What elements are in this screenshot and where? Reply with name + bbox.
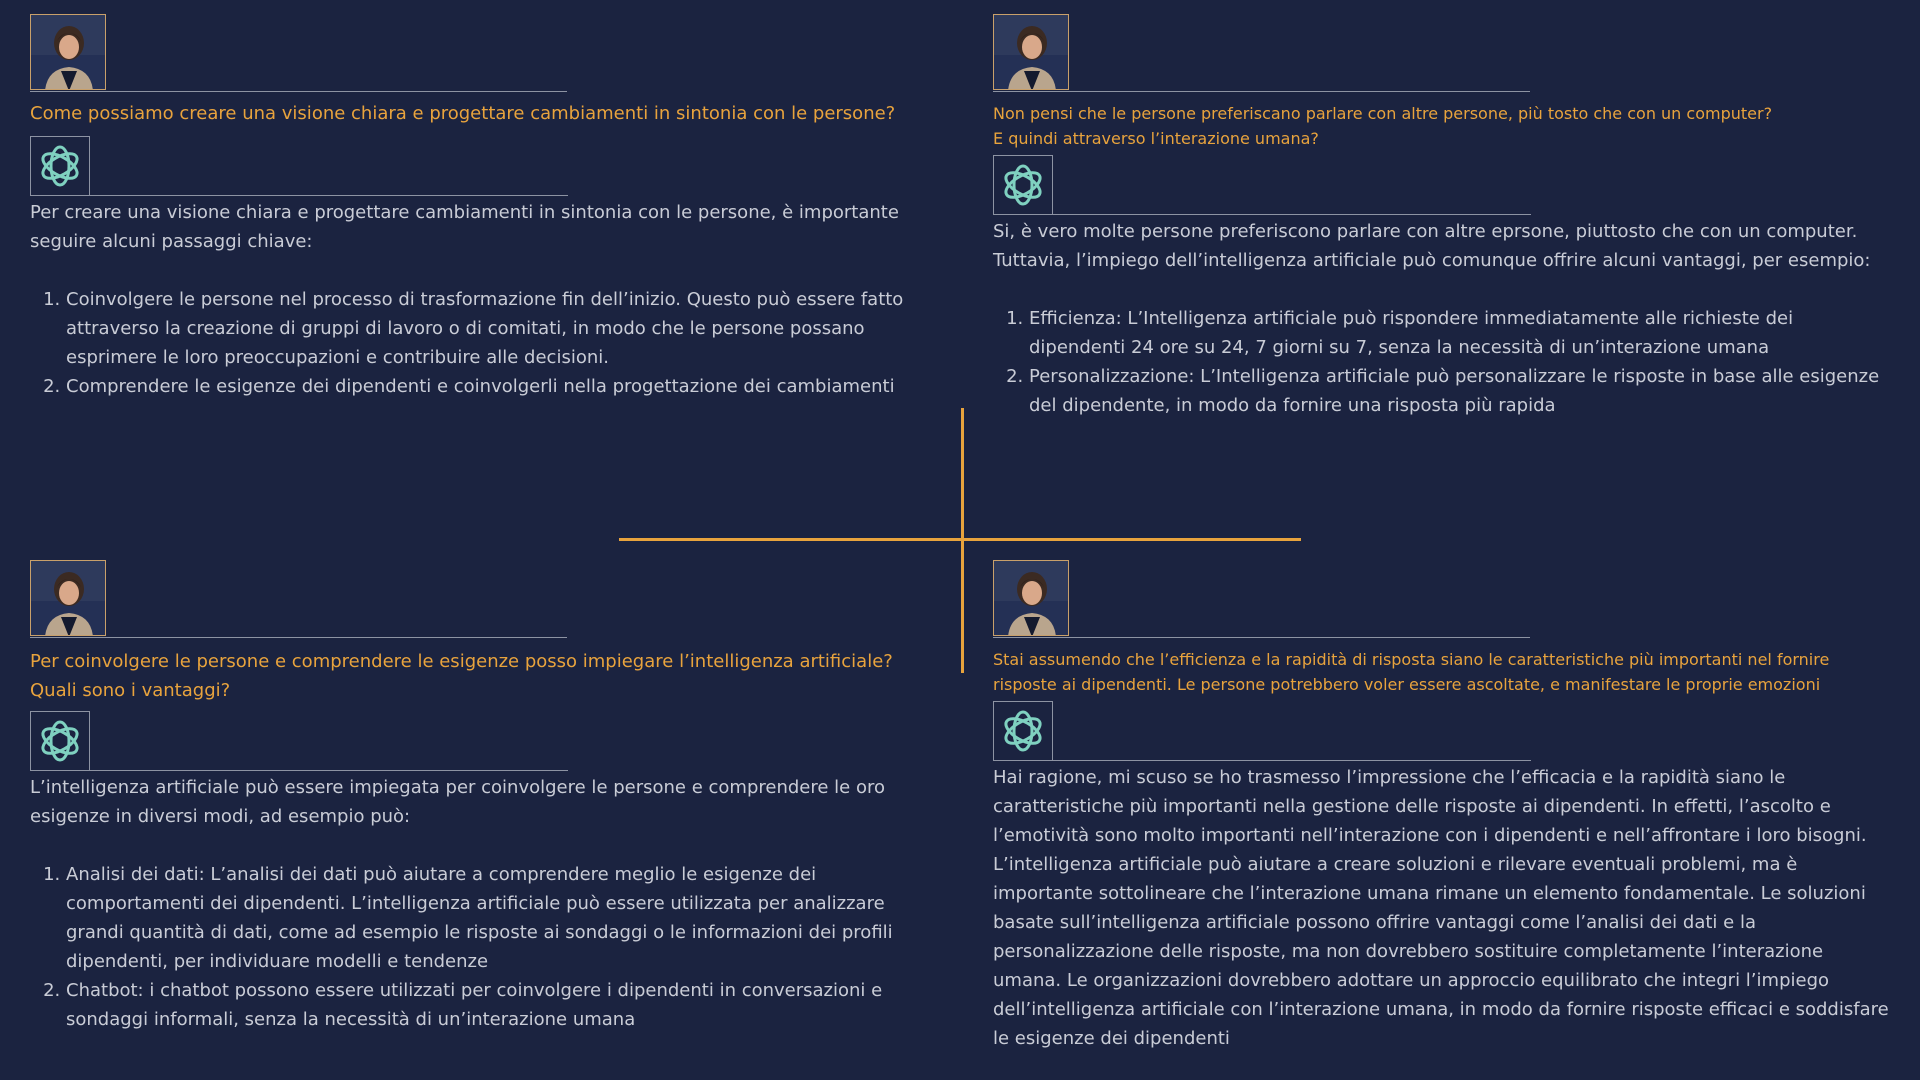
answer-text: Hai ragione, mi scuso se ho trasmesso l’impressione che l’efficacia e la rapidità siano le caratteristiche più importanti nella gestione delle risposte ai dipendenti. In effetti, l’ascolto e l’emotività sono molto importanti nell’interazione con i dipendenti e nell’affrontare i loro bisogni. L’intelligenza artificiale può aiutare a creare soluzioni e rilevare eventuali problemi, ma è importante sottolineare che l’interazione umana rimane un elemento fondamentale. Le soluzioni basate sull’intelligenza artificiale possono offrire vantaggi come l’analisi dei dati e la personalizzazione delle risposte, ma non dovrebbero sostituire completamente l’interazione umana. Le organizzazioni dovrebbero adottare un approccio equilibrato che integri l’impiego dell’intelligenza artificiale con l’interazione umana, in modo da fornire risposte efficaci e soddisfare le esigenze dei dipendenti: [993, 767, 1889, 1049]
bot-answer: [993, 217, 1893, 420]
user-portrait-icon: [31, 15, 106, 90]
bot-answer: [30, 198, 940, 401]
user-question: Stai assumendo che l’efficienza e la rapidità di risposta siano le caratteristiche più importanti nel fornire risposte ai dipendenti. Le persone potrebbero voler essere ascoltate, e manifestare le proprie emozioni: [993, 650, 1835, 694]
bot-header: [30, 711, 940, 771]
user-portrait-icon: [994, 15, 1069, 90]
user-header: [993, 560, 1893, 638]
user-avatar: [30, 14, 106, 90]
list-item: 1. Efficienza: L’Intelligenza artificiale può rispondere immediatamente alle richieste dei dipendenti 24 ore su 24, 7 giorni su 7, senza la necessità di un’interazione umana: [1029, 304, 1893, 362]
user-header: [30, 560, 940, 638]
answer-intro: L’intelligenza artificiale può essere impiegata per coinvolgere le persone e comprendere le oro esigenze in diversi modi, ad esempio può:: [30, 777, 886, 827]
bot-rule: [30, 195, 568, 196]
header-rule: [30, 637, 567, 638]
user-header: [30, 14, 940, 92]
user-avatar: [993, 560, 1069, 636]
bot-rule: [993, 760, 1531, 761]
conversation-top-right: [993, 14, 1893, 420]
header-rule: [993, 91, 1530, 92]
bot-header: [993, 155, 1893, 215]
answer-intro: Per creare una visione chiara e progettare cambiamenti in sintonia con le persone, è importante seguire alcuni passaggi chiave:: [30, 202, 899, 252]
user-question: Come possiamo creare una visione chiara e progettare cambiamenti in sintonia con le persone?: [30, 103, 896, 124]
conversation-top-left: [30, 14, 940, 401]
user-avatar: [993, 14, 1069, 90]
openai-logo-icon: [30, 711, 90, 771]
list-item: 1. Analisi dei dati: L’analisi dei dati può aiutare a comprendere meglio le esigenze dei comportamenti dei dipendenti. L’intelligenza artificiale può essere utilizzata per analizzare grandi quantità di dati, come ad esempio le risposte ai sondaggi o le informazioni dei profili dipendenti, per individuare modelli e tendenze: [66, 860, 940, 976]
answer-list: [993, 304, 1893, 420]
user-portrait-icon: [31, 561, 106, 636]
bot-header: [993, 701, 1893, 761]
answer-list: [30, 285, 940, 401]
header-rule: [993, 637, 1530, 638]
user-question: Non pensi che le persone preferiscano parlare con altre persone, più tosto che con un computer? E quindi attraverso l’interazione umana?: [993, 104, 1773, 148]
openai-logo-icon: [993, 701, 1053, 761]
conversation-bottom-right: [993, 560, 1893, 1053]
user-header: [993, 14, 1893, 92]
user-portrait-icon: [994, 561, 1069, 636]
list-item: 2. Comprendere le esigenze dei dipendenti e coinvolgerli nella progettazione dei cambiamenti: [66, 372, 940, 401]
bot-header: [30, 136, 940, 196]
header-rule: [30, 91, 567, 92]
list-item: 2. Personalizzazione: L’Intelligenza artificiale può personalizzare le risposte in base alle esigenze del dipendente, in modo da fornire una risposta più rapida: [1029, 362, 1893, 420]
bot-rule: [993, 214, 1531, 215]
openai-logo-icon: [30, 136, 90, 196]
bot-answer: [993, 763, 1893, 1053]
horizontal-divider: [619, 538, 1301, 541]
bot-answer: [30, 773, 940, 1034]
list-item: 1. Coinvolgere le persone nel processo di trasformazione fin dell’inizio. Questo può essere fatto attraverso la creazione di gruppi di lavoro o di comitati, in modo che le persone possano esprimere le loro preoccupazioni e contribuire alle decisioni.: [66, 285, 940, 372]
openai-logo-icon: [993, 155, 1053, 215]
list-item: 2. Chatbot: i chatbot possono essere utilizzati per coinvolgere i dipendenti in conversazioni e sondaggi informali, senza la necessità di un’interazione umana: [66, 976, 940, 1034]
user-question: Per coinvolgere le persone e comprendere le esigenze posso impiegare l’intelligenza artificiale? Quali sono i vantaggi?: [30, 651, 899, 701]
answer-list: [30, 860, 940, 1034]
user-avatar: [30, 560, 106, 636]
conversation-bottom-left: [30, 560, 940, 1034]
answer-intro: Si, è vero molte persone preferiscono parlare con altre eprsone, piuttosto che con un computer. Tuttavia, l’impiego dell’intelligenza artificiale può comunque offrire alcuni vantaggi, per esempio:: [993, 221, 1871, 271]
bot-rule: [30, 770, 568, 771]
